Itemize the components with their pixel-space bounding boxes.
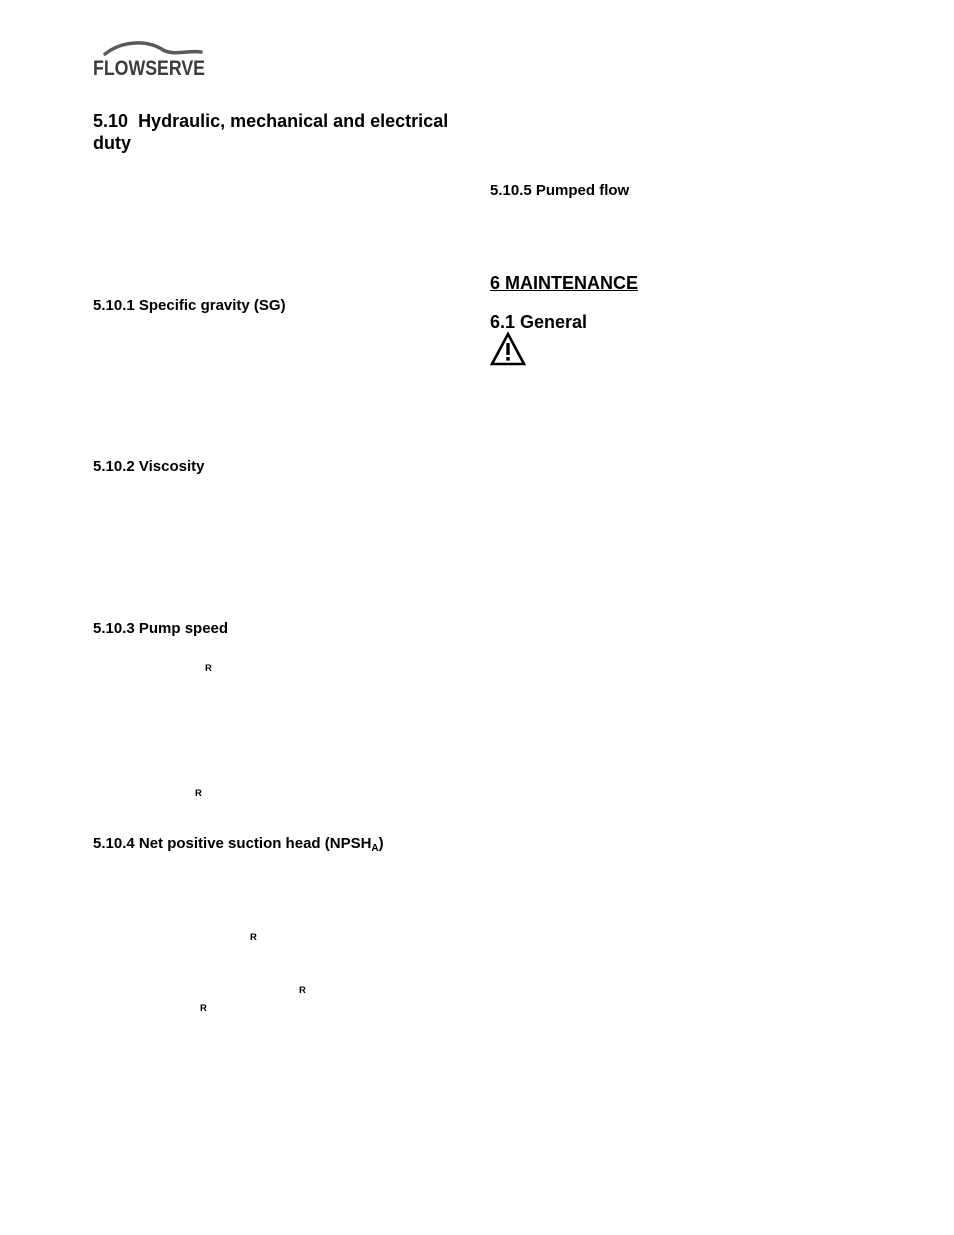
section-number: 5.10 — [93, 111, 129, 131]
section-title-line2: duty — [93, 133, 131, 153]
warning-triangle-icon — [490, 332, 526, 366]
subsection-5-10-5-heading: 5.10.5 Pumped flow — [490, 182, 630, 199]
subsection-5-10-1-heading: 5.10.1 Specific gravity (SG) — [93, 297, 286, 314]
subsection-5-10-3-heading: 5.10.3 Pump speed — [93, 620, 229, 637]
section-6-1-heading: 6.1 General — [490, 312, 588, 332]
npsh-close: ) — [378, 835, 384, 852]
flowserve-logo — [93, 38, 209, 86]
subsection-5-10-4-heading — [93, 835, 384, 858]
subsection-5-10-2-heading: 5.10.2 Viscosity — [93, 458, 205, 475]
revision-mark: R — [205, 663, 212, 674]
revision-mark: R — [299, 985, 306, 996]
npsh-subscript: A — [371, 843, 379, 854]
npsh-label: 5.10.4 Net positive suction head (NPSH — [93, 835, 372, 852]
chapter-6-heading: 6 MAINTENANCE — [490, 273, 639, 293]
svg-text:FLOWSERVE: FLOWSERVE — [93, 57, 205, 80]
revision-mark: R — [250, 932, 257, 943]
section-5-10-heading — [93, 110, 448, 132]
section-title-line1: Hydraulic, mechanical and electrical — [138, 111, 449, 131]
revision-mark: R — [200, 1003, 207, 1014]
revision-mark: R — [195, 788, 202, 799]
